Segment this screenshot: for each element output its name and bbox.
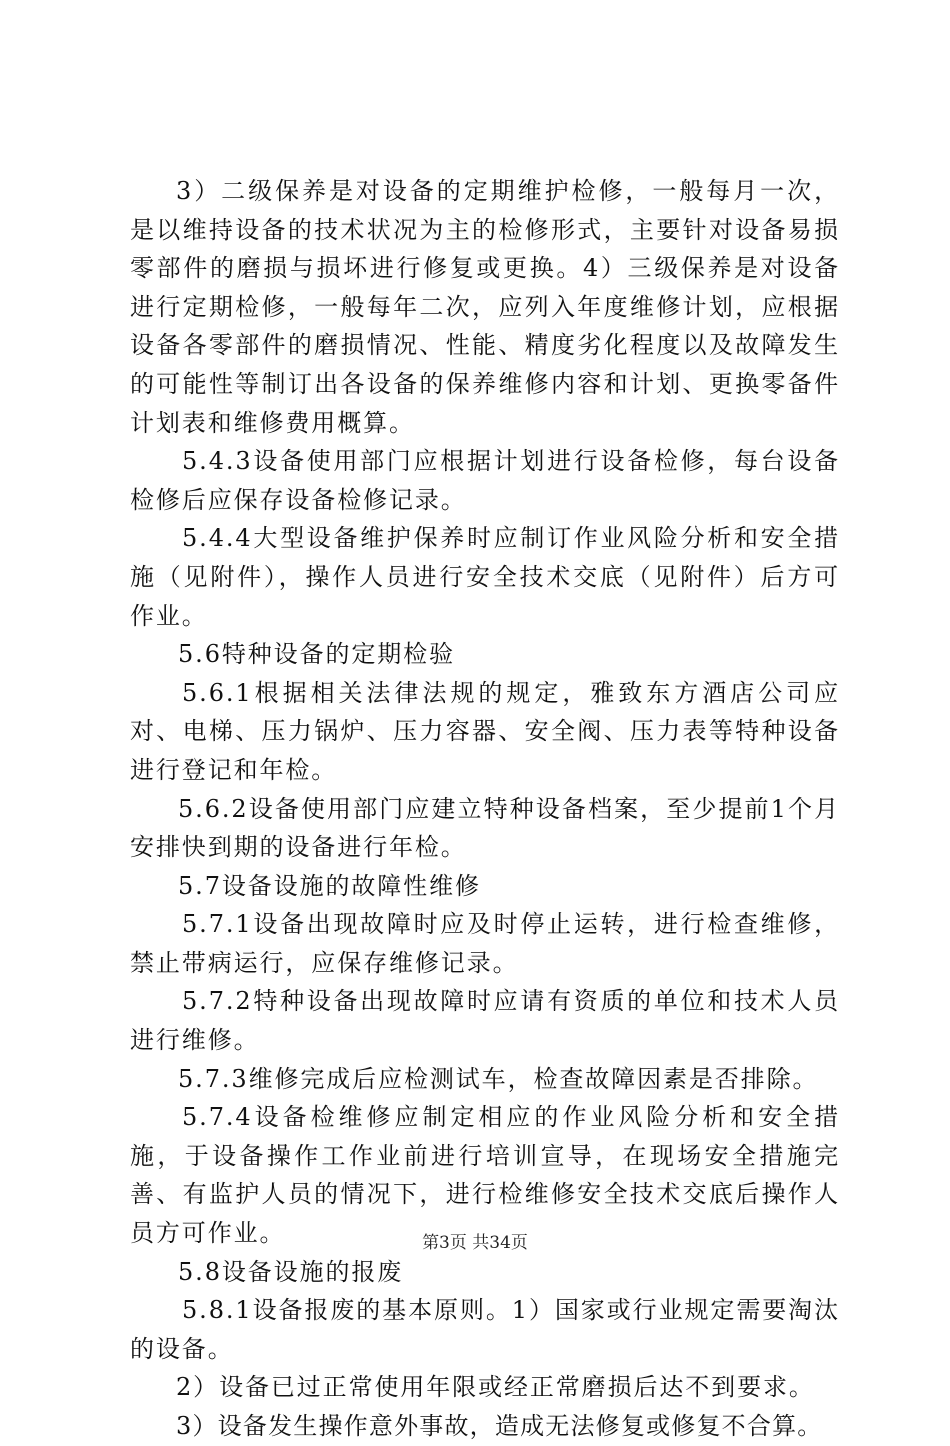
paragraph-5-7-1: 5.7.1设备出现故障时应及时停止运转，进行检查维修，禁止带病运行，应保存维修记录。 [130,910,840,977]
paragraph-scrap-criterion-2: 2）设备已过正常使用年限或经正常磨损后达不到要求。 [176,1373,815,1402]
paragraph-level3-maintenance: 3）二级保养是对设备的定期维护检修，一般每月一次，是以维持设备的技术状况为主的检修形式，主要针对设备易损零部件的磨损与损坏进行修复或更换。4）三级保养是对设备进行定期检修，一般每年二次，应列入年度维修计划，应根据设备各零部件的磨损情况、性能、精度劣化程度以及故障发生的可能性等制订出各设备的保养维修内容和计划、更换零备件计划表和维修费用概算。 [130,177,840,437]
page-number-footer: 第3页 共34页 [422,1233,528,1253]
paragraph-scrap-criterion-3: 3）设备发生操作意外事故，造成无法修复或修复不合算。 [176,1412,823,1440]
paragraph-5-6-2: 5.6.2设备使用部门应建立特种设备档案，至少提前1个月安排快到期的设备进行年检。 [130,794,840,862]
heading-5-6: 5.6特种设备的定期检验 [178,640,455,669]
paragraph-5-4-4: 5.4.4大型设备维护保养时应制订作业风险分析和安全措施（见附件），操作人员进行安全技术交底（见附件）后方可作业。 [130,524,840,630]
paragraph-5-6-1: 5.6.1根据相关法律法规的规定，雅致东方酒店公司应对、电梯、压力锅炉、压力容器、安全阀、压力表等特种设备进行登记和年检。 [130,678,840,784]
paragraph-5-7-2: 5.7.2特种设备出现故障时应请有资质的单位和技术人员进行维修。 [130,987,840,1055]
paragraph-5-7-3: 5.7.3维修完成后应检测试车，检查故障因素是否排除。 [178,1064,819,1093]
paragraph-5-7-4: 5.7.4设备检维修应制定相应的作业风险分析和安全措施，于设备操作工作业前进行培训宣导，在现场安全措施完善、有监护人员的情况下，进行检维修安全技术交底后操作人员方可作业。 [130,1103,840,1248]
heading-5-7: 5.7设备设施的故障性维修 [178,871,481,900]
paragraph-5-8-1: 5.8.1设备报废的基本原则。1）国家或行业规定需要淘汰的设备。 [130,1296,840,1363]
document-body [130,172,840,1446]
heading-5-8: 5.8设备设施的报废 [178,1257,404,1286]
paragraph-5-4-3: 5.4.3设备使用部门应根据计划进行设备检修，每台设备检修后应保存设备检修记录。 [130,447,840,514]
